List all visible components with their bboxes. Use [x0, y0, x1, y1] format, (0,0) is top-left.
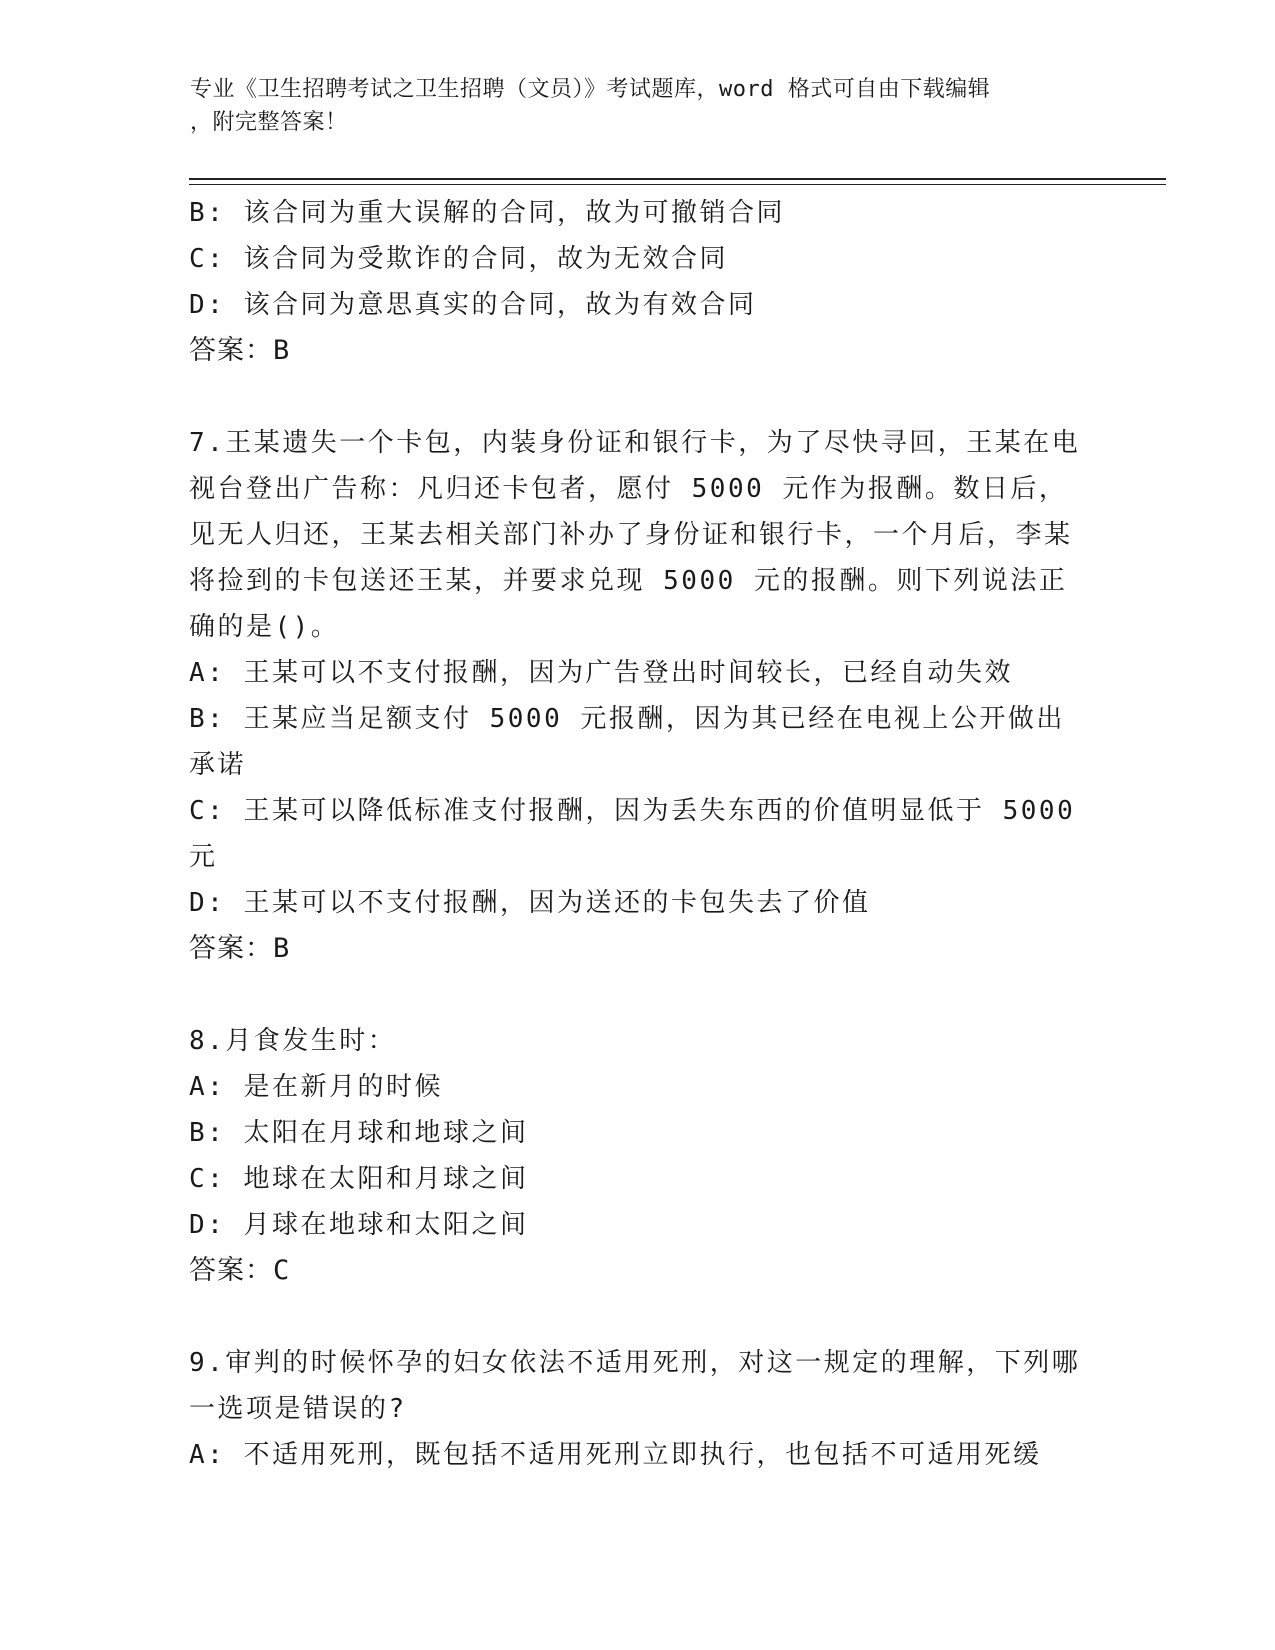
question-9-block [189, 1340, 1089, 1478]
q9-option-a: A: 不适用死刑，既包括不适用死刑立即执行，也包括不可适用死缓 [189, 1440, 1042, 1470]
q7-option-d: D: 王某可以不支付报酬，因为送还的卡包失去了价值 [189, 888, 871, 918]
q6-option-c: C: 该合同为受欺诈的合同，故为无效合同 [189, 244, 728, 274]
question-8-block [189, 1018, 1089, 1294]
q8-answer: 答案：C [189, 1255, 291, 1286]
q7-answer: 答案：B [189, 933, 291, 964]
q8-option-a: A: 是在新月的时候 [189, 1072, 443, 1102]
document-body [189, 190, 1094, 1478]
q6-option-d: D: 该合同为意思真实的合同，故为有效合同 [189, 290, 757, 320]
q7-option-a: A: 王某可以不支付报酬，因为广告登出时间较长，已经自动失效 [189, 658, 1013, 688]
question-6-block [189, 190, 1089, 374]
q7-question: 7.王某遗失一个卡包，内装身份证和银行卡，为了尽快寻回，王某在电视台登出广告称：凡归还卡包者，愿付 5000 元作为报酬。数日后，见无人归还，王某去相关部门补办了身份证和银行卡，一个月后，李某将捡到的卡包送还王某，并要求兑现 5000 元的报酬。则下列说法正确的是()。 [189, 428, 1081, 642]
header-divider-thin [189, 184, 1166, 185]
q6-answer: 答案：B [189, 335, 291, 366]
spacer [189, 972, 1089, 1018]
header-line-2: ，附完整答案！ [190, 110, 348, 135]
q8-option-d: D: 月球在地球和太阳之间 [189, 1210, 529, 1240]
spacer [189, 1294, 1089, 1340]
q8-option-b: B: 太阳在月球和地球之间 [189, 1118, 529, 1148]
q8-option-c: C: 地球在太阳和月球之间 [189, 1164, 529, 1194]
q9-question: 9.审判的时候怀孕的妇女依法不适用死刑，对这一规定的理解，下列哪一选项是错误的? [189, 1348, 1081, 1424]
q7-option-c: C: 王某可以降低标准支付报酬，因为丢失东西的价值明显低于 5000 元 [189, 796, 1094, 872]
header-line-1: 专业《卫生招聘考试之卫生招聘（文员）》考试题库，word 格式可自由下载编辑 [190, 77, 991, 102]
spacer [189, 374, 1089, 420]
q8-question: 8.月食发生时： [189, 1026, 397, 1056]
q7-option-b: B: 王某应当足额支付 5000 元报酬，因为其已经在电视上公开做出承诺 [189, 704, 1065, 780]
header-divider-thick [189, 178, 1166, 180]
document-header [190, 73, 1080, 139]
q6-option-b: B: 该合同为重大误解的合同，故为可撤销合同 [189, 198, 785, 228]
question-7-block [189, 420, 1094, 972]
